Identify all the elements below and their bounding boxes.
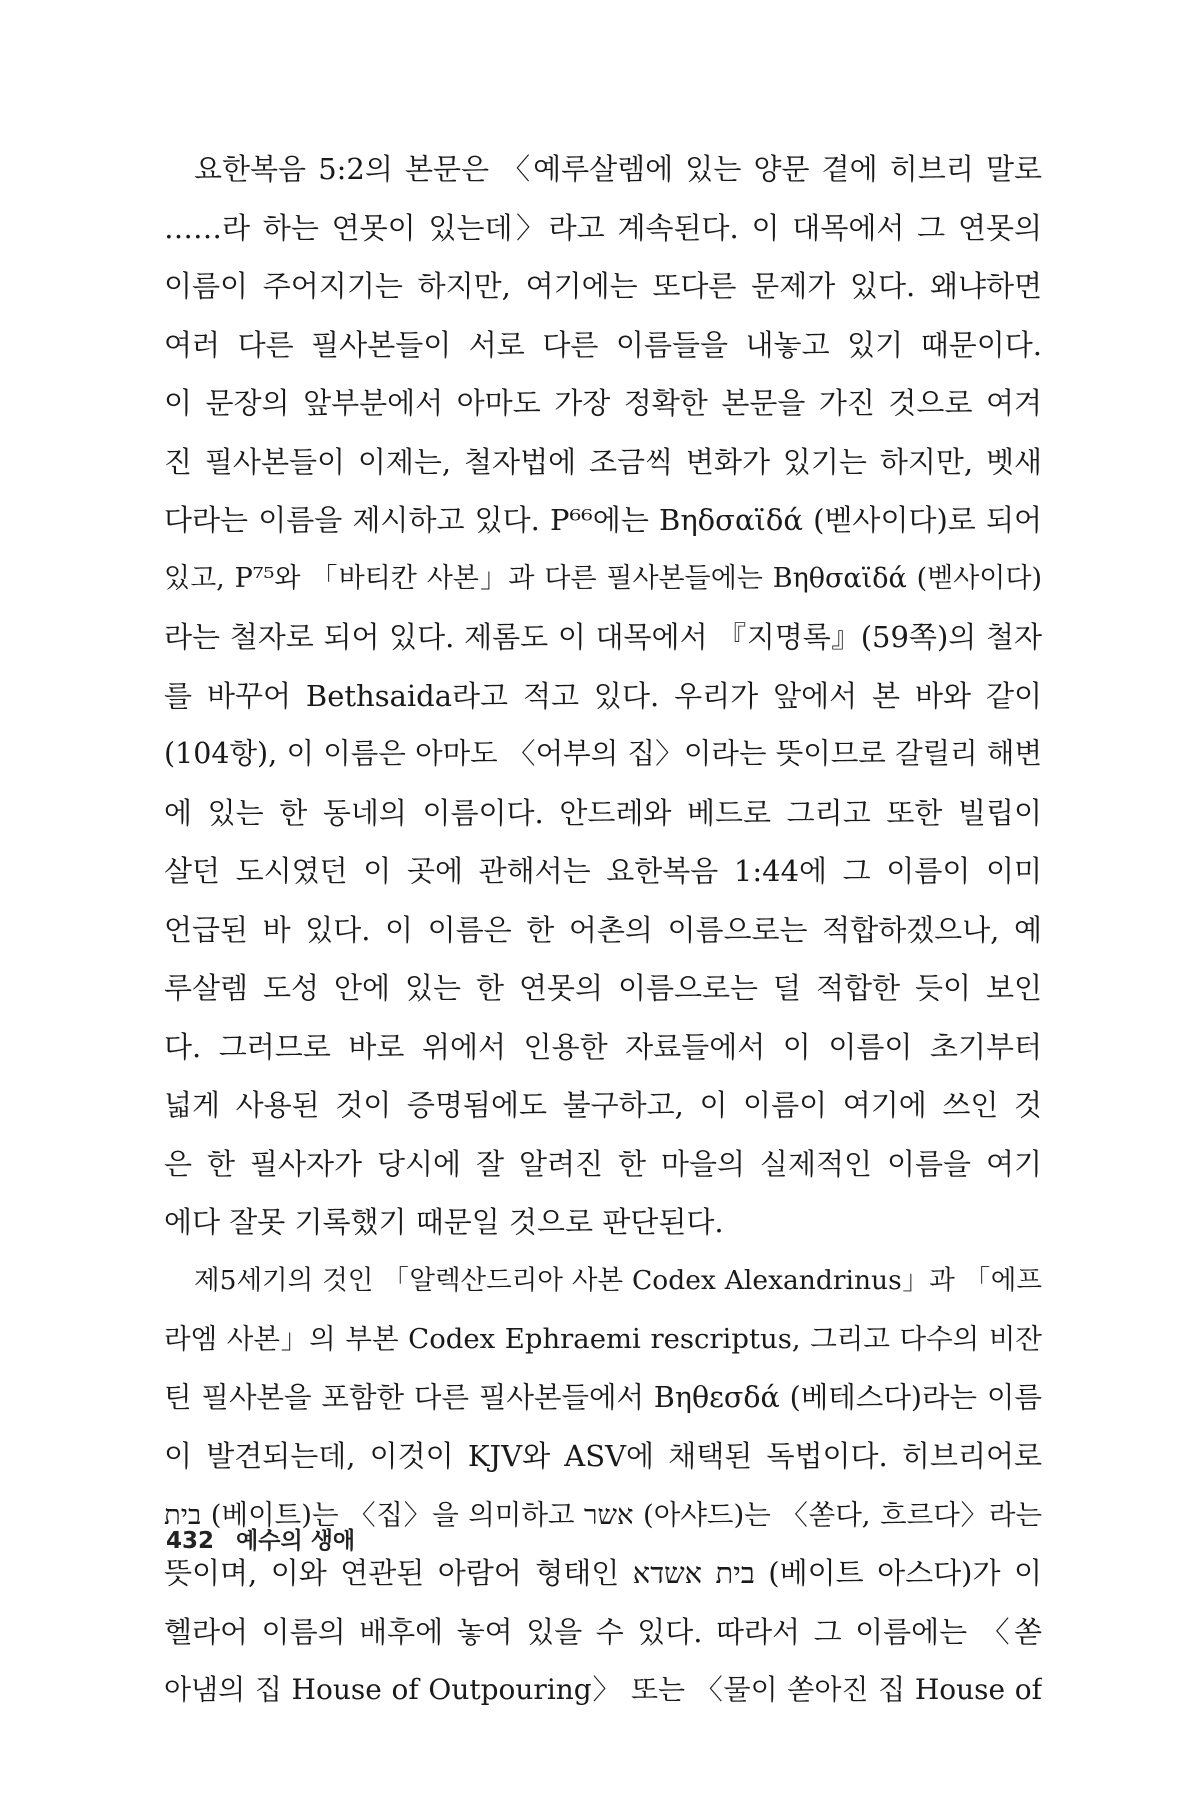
text-line: 진 필사본들이 이제는, 철자법에 조금씩 변화가 있기는 하지만, 벳새	[164, 444, 1042, 479]
page-number: 432	[166, 1528, 215, 1554]
text-line: 헬라어 이름의 배후에 놓여 있을 수 있다. 따라서 그 이름에는 〈쏟	[164, 1614, 1042, 1649]
text-line: ……라 하는 연못이 있는데〉라고 계속된다. 이 대목에서 그 연못의	[164, 210, 1042, 245]
text-line: 틴 필사본을 포함한 다른 필사본들에서 Βηθεσδά (베테스다)라는 이름	[164, 1380, 1042, 1414]
text-line: בית (베이트)는 〈집〉을 의미하고 אשר (아샤드)는 〈쏟다, 흐르다〉라는	[164, 1498, 1042, 1531]
text-line: 여러 다른 필사본들이 서로 다른 이름들을 내놓고 있기 때문이다.	[164, 327, 1042, 362]
text-line: 이 발견되는데, 이것이 KJV와 ASV에 채택된 독법이다. 히브리어로	[164, 1439, 1042, 1473]
text-line: 아냄의 집 House of Outpouring〉 또는 〈물이 쏟아진 집 House of	[164, 1673, 1042, 1706]
running-title: 예수의 생애	[236, 1528, 356, 1554]
paragraph-2	[164, 1252, 1042, 1720]
text-line: 라엠 사본」의 부본 Codex Ephraemi rescriptus, 그리고 다수의 비잔	[164, 1323, 1042, 1355]
text-line: 에 있는 한 동네의 이름이다. 안드레와 베드로 그리고 또한 빌립이	[164, 795, 1042, 830]
text-line: 요한복음 5:2의 본문은 〈예루살렘에 있는 양문 곁에 히브리 말로	[194, 152, 1042, 186]
text-line: 이름이 주어지기는 하지만, 여기에는 또다른 문제가 있다. 왜냐하면	[164, 269, 1042, 303]
text-line: (104항), 이 이름은 아마도 〈어부의 집〉이라는 뜻이므로 갈릴리 해변	[164, 737, 1042, 770]
text-line: 다. 그러므로 바로 위에서 인용한 자료들에서 이 이름이 초기부터	[164, 1029, 1042, 1064]
body-text	[164, 140, 1042, 1720]
text-line: 있고, P⁷⁵와 「바티칸 사본」과 다른 필사본들에는 Βηθσαϊδά (벧사이다)	[164, 562, 1042, 594]
text-line: 뜻이며, 이와 연관된 아람어 형태인 בית אשדא (베이트 아스다)가 이	[164, 1556, 1042, 1590]
text-line: 언급된 바 있다. 이 이름은 한 어촌의 이름으로는 적합하겠으나, 예	[164, 912, 1042, 947]
text-line: 라는 철자로 되어 있다. 제롬도 이 대목에서 『지명록』(59쪽)의 철자	[164, 620, 1042, 654]
text-line: 이 문장의 앞부분에서 아마도 가장 정확한 본문을 가진 것으로 여겨	[164, 386, 1042, 420]
text-line: 에다 잘못 기록했기 때문일 것으로 판단된다.	[164, 1205, 724, 1239]
text-line: 은 한 필사자가 당시에 잘 알려진 한 마을의 실제적인 이름을 여기	[164, 1146, 1042, 1181]
text-line: 제5세기의 것인 「알렉산드리아 사본 Codex Alexandrinus」과 「에프	[194, 1264, 1042, 1296]
text-line: 를 바꾸어 Bethsaida라고 적고 있다. 우리가 앞에서 본 바와 같이	[164, 678, 1042, 713]
text-line: 넓게 사용된 것이 증명됨에도 불구하고, 이 이름이 여기에 쓰인 것	[164, 1088, 1042, 1122]
page-footer	[166, 1522, 355, 1555]
text-line: 루살렘 도성 안에 있는 한 연못의 이름으로는 덜 적합한 듯이 보인	[164, 971, 1042, 1005]
text-line: 다라는 이름을 제시하고 있다. P⁶⁶에는 Βηδσαϊδά (벧사이다)로 되어	[164, 503, 1042, 537]
text-line: 살던 도시였던 이 곳에 관해서는 요한복음 1:44에 그 이름이 이미	[164, 854, 1042, 888]
paragraph-1	[164, 140, 1042, 1252]
